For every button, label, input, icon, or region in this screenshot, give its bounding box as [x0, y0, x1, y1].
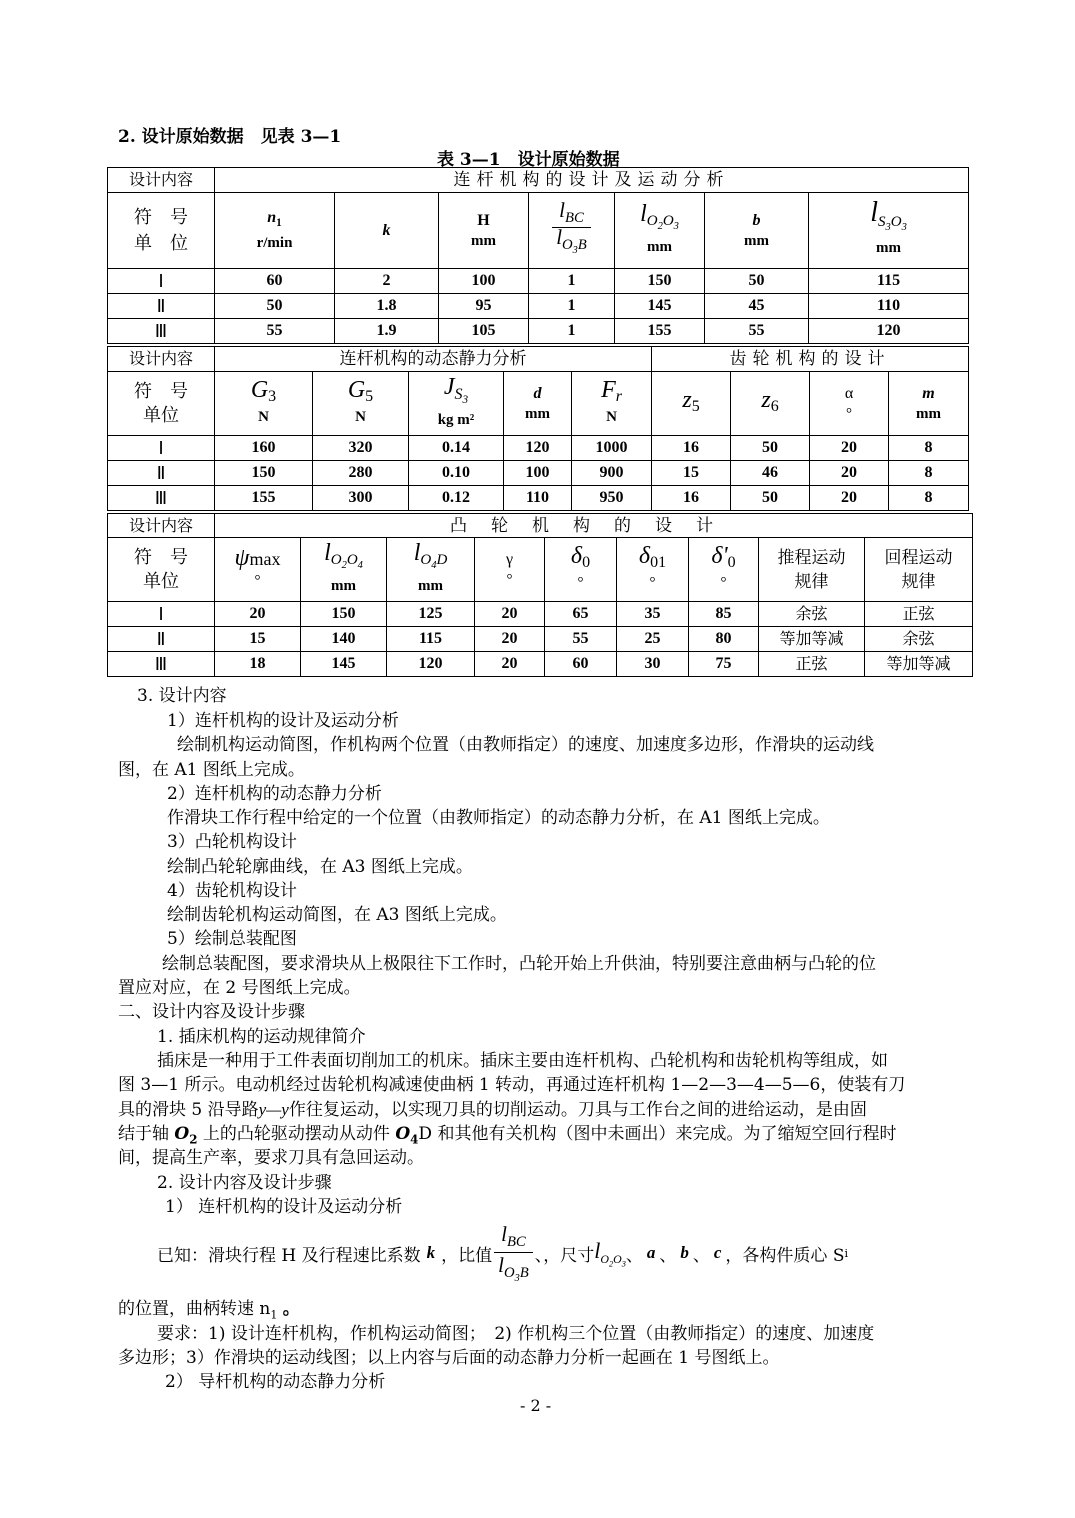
- col-lo2o4: $l_{O_2O_4}$ mm: [301, 538, 387, 602]
- section-heading: 2. 设计原始数据 见表 3—1: [118, 127, 342, 147]
- table-linkage-design: [107, 167, 969, 344]
- col-push-law: 推程运动规律: [759, 538, 865, 602]
- table-row: Ⅰ 20 150 125 20 65 35 85 余弦 正弦: [108, 602, 973, 627]
- col-z5: $z_5$: [652, 372, 731, 436]
- col-psi-max: ψmax °: [215, 538, 301, 602]
- section-two-heading: 二、设计内容及设计步骤: [118, 1002, 305, 1022]
- span-title: 凸轮机构的设计: [215, 514, 973, 538]
- para-text: 插床是一种用于工件表面切削加工的机床。插床主要由连杆机构、凸轮机构和齿轮机构等组成，如: [157, 1051, 888, 1071]
- table-cam-design: [107, 513, 973, 677]
- para-text: 的位置，曲柄转速 $n_1$ 。: [118, 1299, 300, 1322]
- label-design-content: 设计内容: [108, 514, 215, 538]
- span-title-dynamics: 连杆机构的动态静力分析: [215, 347, 652, 372]
- symbol-unit-label: [108, 538, 215, 602]
- label-design-content: 设计内容: [108, 347, 215, 372]
- col-G3: $G_3$ N: [215, 372, 313, 436]
- page-number: - 2 -: [520, 1396, 552, 1415]
- para-text: 绘制齿轮机构运动简图，在 A3 图纸上完成。: [167, 905, 507, 925]
- col-gamma: γ °: [475, 538, 545, 602]
- para-text: 具的滑块 5 沿导路y—y作往复运动，以实现刀具的切削运动。刀具与工作台之间的进给运动，是由固: [118, 1100, 867, 1120]
- col-H: H mm: [439, 193, 529, 269]
- para-text: 置应对应，在 2 号图纸上完成。: [118, 978, 361, 998]
- item-3-2: 2）连杆机构的动态静力分析: [167, 784, 382, 804]
- col-alpha: α °: [810, 372, 889, 436]
- para-text: 作滑块工作行程中给定的一个位置（由教师指定）的动态静力分析，在 A1 图纸上完成。: [167, 808, 830, 828]
- symbol-unit-label: [108, 193, 215, 269]
- span-title: 连杆机构的设计及运动分析: [215, 168, 969, 193]
- symbol-label: 符 号: [134, 206, 188, 228]
- span-title-gears: 齿轮机构的设计: [652, 347, 969, 372]
- item-3-4: 4）齿轮机构设计: [167, 881, 297, 901]
- table-row: Ⅲ 18 145 120 20 60 30 75 正弦 等加等减: [108, 652, 973, 677]
- unit-label: 单 位: [134, 232, 188, 254]
- col-k: k: [335, 193, 439, 269]
- table-row: Ⅰ 60 2 100 1 150 50 115: [108, 269, 969, 294]
- item-two-2: 2. 设计内容及设计步骤: [157, 1173, 332, 1193]
- col-n1: $n_1$ r/min: [215, 193, 335, 269]
- item-3-5: 5）绘制总装配图: [167, 929, 297, 949]
- table-row: Ⅰ 160 320 0.14 120 1000 16 50 20 8: [108, 436, 969, 461]
- para-text: 绘制机构运动简图，作机构两个位置（由教师指定）的速度、加速度多边形，作滑块的运动线: [177, 735, 874, 755]
- label-design-content: 设计内容: [108, 168, 215, 193]
- known-line: 已知：滑块行程 H 及行程速比系数 k ，比值 $\frac{l_{BC}}{l_{O_3B}}$ 、，尺寸 $l_{O_2O_3}$ 、 a 、 b 、 c ，各构件质心 S i: [157, 1222, 849, 1284]
- table-row: Ⅲ 155 300 0.12 110 950 16 50 20 8: [108, 486, 969, 511]
- para-text: 绘制总装配图，要求滑块从上极限往下工作时，凸轮开始上升供油，特别要注意曲柄与凸轮的位: [162, 954, 876, 974]
- table-dynamics-gears: [107, 346, 969, 511]
- para-text: 要求：1) 设计连杆机构，作机构运动简图； 2) 作机构三个位置（由教师指定）的速度、加速度: [157, 1324, 875, 1344]
- item-two-1: 1. 插床机构的运动规律简介: [157, 1027, 366, 1047]
- item-3-1: 1）连杆机构的设计及运动分析: [167, 711, 399, 731]
- para-text: 图 3—1 所示。电动机经过齿轮机构减速使曲柄 1 转动，再通过连杆机构 1—2—3—4—5—6，使装有刀: [118, 1075, 906, 1095]
- table-row: Ⅱ 150 280 0.10 100 900 15 46 20 8: [108, 461, 969, 486]
- col-delta01: $\delta_{01}$ °: [617, 538, 689, 602]
- symbol-label: 符 号: [134, 546, 188, 568]
- col-b: b mm: [705, 193, 809, 269]
- col-m: m mm: [889, 372, 969, 436]
- col-delta0: $\delta_0$ °: [545, 538, 617, 602]
- item-3-3: 3）凸轮机构设计: [167, 832, 297, 852]
- table-row: Ⅱ 15 140 115 20 55 25 80 等加等减 余弦: [108, 627, 973, 652]
- col-lo4d: $l_{O_4D}$ mm: [387, 538, 475, 602]
- col-delta-prime0: $\delta'_0$ °: [689, 538, 759, 602]
- para-text: 间，提高生产率，要求刀具有急回运动。: [118, 1148, 424, 1168]
- col-d: d mm: [504, 372, 572, 436]
- col-Js3: $J_{S_3}$ kg m²: [409, 372, 504, 436]
- unit-label: 单位: [143, 404, 179, 426]
- item-two-2-1: 1） 连杆机构的设计及运动分析: [165, 1197, 403, 1217]
- table-row: Ⅲ 55 1.9 105 1 155 55 120: [108, 319, 969, 344]
- unit-label: 单位: [143, 570, 179, 592]
- col-return-law: 回程运动规律: [865, 538, 973, 602]
- col-G5: $G_5$ N: [313, 372, 409, 436]
- col-ls3o3: $l_{S_3O_3}$ mm: [809, 193, 969, 269]
- symbol-unit-label: [108, 372, 215, 436]
- para-text: 图，在 A1 图纸上完成。: [118, 760, 305, 780]
- table-caption: 表 3—1 设计原始数据: [437, 150, 620, 170]
- symbol-label: 符 号: [134, 380, 188, 402]
- section-3-heading: 3. 设计内容: [137, 686, 227, 706]
- col-z6: $z_6$: [731, 372, 810, 436]
- table-row: Ⅱ 50 1.8 95 1 145 45 110: [108, 294, 969, 319]
- para-text: 绘制凸轮轮廓曲线，在 A3 图纸上完成。: [167, 857, 473, 877]
- para-text: 结于轴 $O_2$ 上的凸轮驱动摆动从动件 $O_4D$ 和其他有关机构（图中未画出）来完成。为了缩短空回行程时: [118, 1124, 897, 1147]
- col-ratio: $\frac{l_{BC}}{l_{O_3B}}$: [529, 193, 615, 269]
- item-two-2-2: 2） 导杆机构的动态静力分析: [165, 1372, 386, 1392]
- col-lo2o3: $l_{O_2O_3}$ mm: [615, 193, 705, 269]
- para-text: 多边形；3）作滑块的运动线图；以上内容与后面的动态静力分析一起画在 1 号图纸上。: [118, 1348, 780, 1368]
- col-Fr: $F_r$ N: [572, 372, 652, 436]
